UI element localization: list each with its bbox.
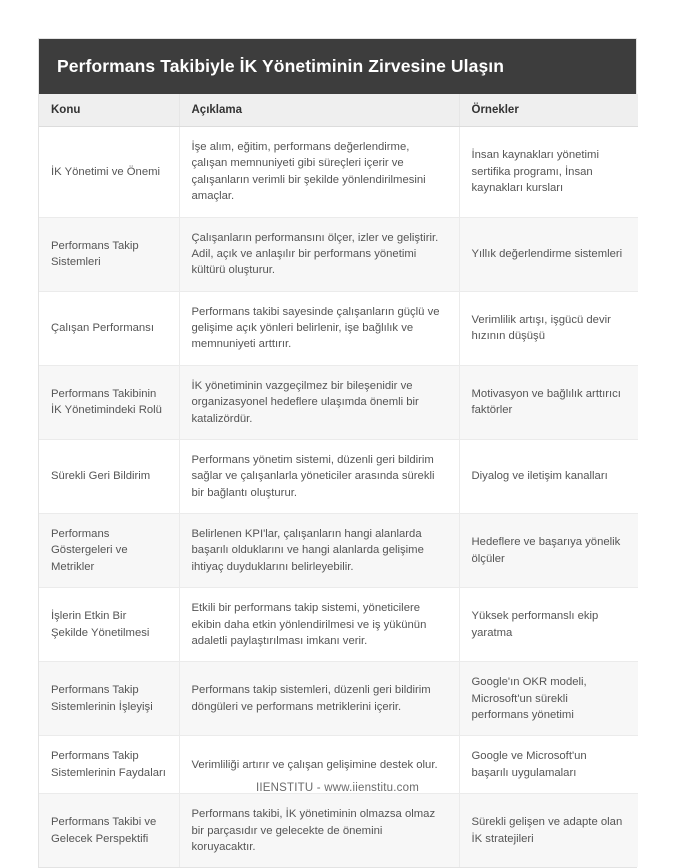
table-header-row (39, 94, 638, 127)
column-header-konu: Konu (39, 94, 179, 127)
cell-ornekler: Hedeflere ve başarıya yönelik ölçüler (459, 514, 638, 588)
table-row (39, 514, 638, 588)
cell-konu: Performans Takip Sistemlerinin İşleyişi (39, 662, 179, 736)
cell-aciklama: Etkili bir performans takip sistemi, yöneticilere ekibin daha etkin yönlendirilmesi ve iş yükünün adaletli paylaştırılması imkanı verir. (179, 588, 459, 662)
cell-konu: İK Yönetimi ve Önemi (39, 127, 179, 218)
cell-aciklama: Verimliliği artırır ve çalışan gelişimine destek olur. (179, 736, 459, 794)
cell-aciklama: İşe alım, eğitim, performans değerlendirme, çalışan memnuniyeti gibi süreçleri içerir ve çalışanların verimli bir şekilde yönlendirilmesini amaçlar. (179, 127, 459, 218)
cell-konu: Performans Takip Sistemlerinin Faydaları (39, 736, 179, 794)
cell-aciklama: İK yönetiminin vazgeçilmez bir bileşenidir ve organizasyonel hedeflere ulaşımda önemli bir katalizördür. (179, 365, 459, 439)
cell-ornekler: Sürekli gelişen ve adapte olan İK stratejileri (459, 794, 638, 868)
cell-aciklama: Belirlenen KPI'lar, çalışanların hangi alanlarda başarılı olduklarını ve hangi alanlarda gelişime ihtiyaç duyduklarını belirleyebilir. (179, 514, 459, 588)
column-header-aciklama: Açıklama (179, 94, 459, 127)
cell-konu: İşlerin Etkin Bir Şekilde Yönetilmesi (39, 588, 179, 662)
table-row (39, 588, 638, 662)
cell-ornekler: Verimlilik artışı, işgücü devir hızının düşüşü (459, 291, 638, 365)
footer-attribution: IIENSTITU - www.iienstitu.com (256, 782, 419, 794)
cell-konu: Performans Takip Sistemleri (39, 217, 179, 291)
table-header (39, 94, 638, 127)
cell-ornekler: Yıllık değerlendirme sistemleri (459, 217, 638, 291)
cell-ornekler: Motivasyon ve bağlılık arttırıcı faktörler (459, 365, 638, 439)
table-row (39, 662, 638, 736)
table-row (39, 127, 638, 218)
cell-ornekler: Yüksek performanslı ekip yaratma (459, 588, 638, 662)
column-header-ornekler: Örnekler (459, 94, 638, 127)
cell-konu: Sürekli Geri Bildirim (39, 439, 179, 513)
cell-aciklama: Performans takip sistemleri, düzenli geri bildirim döngüleri ve performans metriklerini içerir. (179, 662, 459, 736)
cell-konu: Performans Göstergeleri ve Metrikler (39, 514, 179, 588)
cell-ornekler: Diyalog ve iletişim kanalları (459, 439, 638, 513)
cell-konu: Performans Takibi ve Gelecek Perspektifi (39, 794, 179, 868)
cell-ornekler: Google ve Microsoft'un başarılı uygulamaları (459, 736, 638, 794)
cell-aciklama: Performans takibi, İK yönetiminin olmazsa olmaz bir parçasıdır ve gelecekte de önemini koruyacaktır. (179, 794, 459, 868)
table-row (39, 291, 638, 365)
table-body (39, 127, 638, 868)
cell-ornekler: İnsan kaynakları yönetimi sertifika programı, İnsan kaynakları kursları (459, 127, 638, 218)
table-row (39, 794, 638, 868)
table-row (39, 365, 638, 439)
cell-aciklama: Performans yönetim sistemi, düzenli geri bildirim sağlar ve çalışanlarla yöneticiler arasında sürekli bir bağlantı oluşturur. (179, 439, 459, 513)
cell-aciklama: Performans takibi sayesinde çalışanların güçlü ve gelişime açık yönleri belirlenir, işe bağlılık ve memnuniyeti arttırır. (179, 291, 459, 365)
cell-konu: Performans Takibinin İK Yönetimindeki Rolü (39, 365, 179, 439)
cell-konu: Çalışan Performansı (39, 291, 179, 365)
cell-aciklama: Çalışanların performansını ölçer, izler ve geliştirir. Adil, açık ve anlaşılır bir performans yönetimi kültürü oluşturur. (179, 217, 459, 291)
performance-table (39, 94, 638, 867)
table-row (39, 217, 638, 291)
table-row (39, 439, 638, 513)
content-card (38, 38, 637, 868)
page-title: Performans Takibiyle İK Yönetiminin Zirvesine Ulaşın (39, 39, 636, 94)
cell-ornekler: Google'ın OKR modeli, Microsoft'un sürekli performans yönetimi (459, 662, 638, 736)
